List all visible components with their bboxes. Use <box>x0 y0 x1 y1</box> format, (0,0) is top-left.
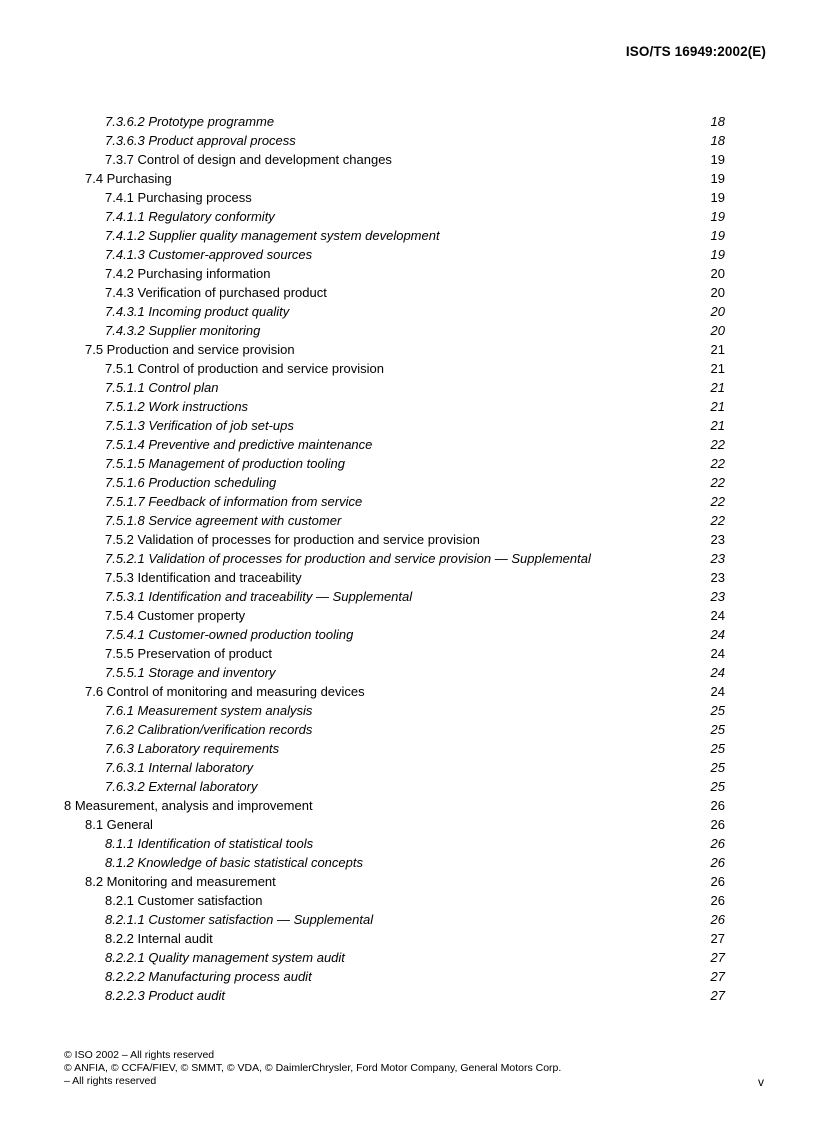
toc-entry-label: 7.5.2 Validation of processes for production and service provision <box>105 532 480 547</box>
toc-entry[interactable] <box>0 796 816 815</box>
toc-entry[interactable] <box>0 435 816 454</box>
toc-entry[interactable] <box>0 682 816 701</box>
toc-entry-page: 26 <box>710 817 725 832</box>
toc-entry-label: 7.5.1.7 Feedback of information from service <box>105 494 363 509</box>
document-header-title: ISO/TS 16949:2002(E) <box>625 44 766 59</box>
toc-entry-label: 7.4.1 Purchasing process <box>105 190 252 205</box>
toc-entry[interactable] <box>0 910 816 929</box>
toc-entry[interactable] <box>0 758 816 777</box>
toc-entry[interactable] <box>0 454 816 473</box>
toc-entry-page: 27 <box>710 950 725 965</box>
toc-entry[interactable] <box>0 321 816 340</box>
toc-entry-label: 7.6.1 Measurement system analysis <box>105 703 313 718</box>
toc-entry-page: 25 <box>710 722 725 737</box>
toc-entry[interactable] <box>0 283 816 302</box>
toc-entry[interactable] <box>0 739 816 758</box>
toc-entry-label: 8.2.2 Internal audit <box>105 931 213 946</box>
toc-entry-label: 7.3.7 Control of design and development changes <box>105 152 392 167</box>
toc-entry-label: 7.5.1.4 Preventive and predictive maintenance <box>105 437 373 452</box>
toc-entry-page: 22 <box>710 456 725 471</box>
toc-entry-page: 21 <box>710 399 725 414</box>
toc-entry-label: 7.5.2.1 Validation of processes for production and service provision — Supplemental <box>105 551 591 566</box>
toc-entry[interactable] <box>0 549 816 568</box>
toc-entry-label: 7.4.2 Purchasing information <box>105 266 271 281</box>
toc-entry-label: 7.5.5.1 Storage and inventory <box>105 665 276 680</box>
toc-entry-label: 7.5.3 Identification and traceability <box>105 570 302 585</box>
toc-entry-label: 7.5.4.1 Customer-owned production tooling <box>105 627 354 642</box>
toc-entry[interactable] <box>0 169 816 188</box>
toc-entry-label: 8.2.1.1 Customer satisfaction — Supplemental <box>105 912 374 927</box>
toc-entry-page: 26 <box>710 912 725 927</box>
toc-entry[interactable] <box>0 359 816 378</box>
toc-entry-page: 18 <box>710 114 725 129</box>
toc-entry-page: 27 <box>710 969 725 984</box>
toc-entry-page: 21 <box>710 361 725 376</box>
toc-entry[interactable] <box>0 416 816 435</box>
toc-entry-page: 19 <box>710 190 725 205</box>
table-of-contents <box>0 112 816 1005</box>
toc-entry[interactable] <box>0 302 816 321</box>
toc-entry[interactable] <box>0 492 816 511</box>
toc-entry-label: 7.5.1.2 Work instructions <box>105 399 249 414</box>
toc-entry-page: 24 <box>710 646 725 661</box>
toc-entry-page: 22 <box>710 437 725 452</box>
toc-entry-page: 25 <box>710 741 725 756</box>
toc-entry-page: 21 <box>710 418 725 433</box>
toc-entry-label: 7.5.1.8 Service agreement with customer <box>105 513 342 528</box>
toc-entry-label: 8 Measurement, analysis and improvement <box>64 798 313 813</box>
toc-entry-page: 20 <box>710 266 725 281</box>
toc-entry-page: 19 <box>710 209 725 224</box>
toc-entry[interactable] <box>0 967 816 986</box>
toc-entry-page: 22 <box>710 513 725 528</box>
toc-entry-label: 7.6.3.1 Internal laboratory <box>105 760 254 775</box>
toc-entry-label: 8.2.2.2 Manufacturing process audit <box>105 969 312 984</box>
toc-entry[interactable] <box>0 720 816 739</box>
toc-entry-label: 7.4.3.2 Supplier monitoring <box>105 323 261 338</box>
toc-entry-label: 8.1.2 Knowledge of basic statistical concepts <box>105 855 363 870</box>
toc-entry-page: 19 <box>710 152 725 167</box>
toc-entry[interactable] <box>0 473 816 492</box>
toc-entry-page: 20 <box>710 323 725 338</box>
toc-entry-label: 7.4 Purchasing <box>85 171 172 186</box>
toc-entry-page: 26 <box>710 893 725 908</box>
toc-entry-page: 24 <box>710 627 725 642</box>
toc-entry-label: 7.3.6.2 Prototype programme <box>105 114 275 129</box>
toc-entry-label: 8.2.1 Customer satisfaction <box>105 893 263 908</box>
toc-entry-page: 18 <box>710 133 725 148</box>
toc-entry[interactable] <box>0 207 816 226</box>
toc-entry-label: 7.5 Production and service provision <box>85 342 295 357</box>
toc-entry-page: 24 <box>710 684 725 699</box>
toc-entry[interactable] <box>0 188 816 207</box>
toc-entry[interactable] <box>0 929 816 948</box>
toc-entry[interactable] <box>0 891 816 910</box>
toc-entry-label: 8.1 General <box>85 817 153 832</box>
toc-entry-page: 26 <box>710 836 725 851</box>
toc-entry[interactable] <box>0 606 816 625</box>
toc-entry-label: 7.5.3.1 Identification and traceability — Supplemental <box>105 589 413 604</box>
toc-entry-label: 7.6.2 Calibration/verification records <box>105 722 313 737</box>
toc-entry-label: 7.5.1.1 Control plan <box>105 380 219 395</box>
toc-entry[interactable] <box>0 530 816 549</box>
toc-entry[interactable] <box>0 872 816 891</box>
copyright-line-3: – All rights reserved <box>64 1075 157 1087</box>
toc-entry[interactable] <box>0 834 816 853</box>
toc-entry[interactable] <box>0 245 816 264</box>
toc-entry-label: 7.5.1.5 Management of production tooling <box>105 456 345 471</box>
toc-entry[interactable] <box>0 701 816 720</box>
toc-entry-page: 27 <box>710 931 725 946</box>
toc-entry[interactable] <box>0 986 816 1005</box>
toc-entry-label: 7.5.1.3 Verification of job set-ups <box>105 418 294 433</box>
toc-entry-page: 27 <box>710 988 725 1003</box>
toc-entry[interactable] <box>0 397 816 416</box>
toc-entry-label: 7.6.3.2 External laboratory <box>105 779 258 794</box>
toc-entry-page: 25 <box>710 760 725 775</box>
toc-entry[interactable] <box>0 568 816 587</box>
toc-entry[interactable] <box>0 644 816 663</box>
toc-entry-page: 19 <box>710 228 725 243</box>
toc-entry-page: 23 <box>710 570 725 585</box>
toc-entry-label: 7.4.3.1 Incoming product quality <box>105 304 290 319</box>
page-number: v <box>758 1075 764 1089</box>
toc-entry-page: 26 <box>710 874 725 889</box>
toc-entry-label: 8.2.2.1 Quality management system audit <box>105 950 345 965</box>
copyright-line-1: © ISO 2002 – All rights reserved <box>64 1049 215 1061</box>
toc-entry-page: 20 <box>710 304 725 319</box>
toc-entry-label: 7.4.1.3 Customer-approved sources <box>105 247 313 262</box>
toc-entry-page: 22 <box>710 475 725 490</box>
toc-entry-label: 8.2 Monitoring and measurement <box>85 874 276 889</box>
toc-entry-label: 7.5.5 Preservation of product <box>105 646 272 661</box>
toc-entry[interactable] <box>0 112 816 131</box>
toc-entry-label: 7.6 Control of monitoring and measuring devices <box>85 684 365 699</box>
toc-entry-label: 7.5.1 Control of production and service provision <box>105 361 384 376</box>
toc-entry-page: 21 <box>710 380 725 395</box>
toc-entry-page: 26 <box>710 855 725 870</box>
toc-entry[interactable] <box>0 378 816 397</box>
toc-entry-page: 19 <box>710 171 725 186</box>
toc-entry-label: 7.4.3 Verification of purchased product <box>105 285 327 300</box>
copyright-footer <box>64 1049 704 1088</box>
toc-entry-page: 20 <box>710 285 725 300</box>
toc-entry[interactable] <box>0 948 816 967</box>
toc-entry-page: 19 <box>710 247 725 262</box>
toc-entry[interactable] <box>0 777 816 796</box>
toc-entry[interactable] <box>0 264 816 283</box>
toc-entry-page: 21 <box>710 342 725 357</box>
toc-entry-page: 25 <box>710 779 725 794</box>
toc-entry-page: 24 <box>710 608 725 623</box>
toc-entry[interactable] <box>0 150 816 169</box>
toc-entry[interactable] <box>0 587 816 606</box>
toc-entry-label: 7.6.3 Laboratory requirements <box>105 741 280 756</box>
toc-entry-page: 24 <box>710 665 725 680</box>
toc-entry-label: 7.5.1.6 Production scheduling <box>105 475 277 490</box>
toc-entry[interactable] <box>0 815 816 834</box>
toc-entry[interactable] <box>0 131 816 150</box>
toc-entry-label: 7.5.4 Customer property <box>105 608 246 623</box>
toc-entry[interactable] <box>0 625 816 644</box>
toc-entry[interactable] <box>0 511 816 530</box>
toc-entry-page: 23 <box>710 589 725 604</box>
toc-entry[interactable] <box>0 853 816 872</box>
toc-entry[interactable] <box>0 663 816 682</box>
toc-entry-label: 7.4.1.2 Supplier quality management system development <box>105 228 440 243</box>
toc-entry-label: 7.4.1.1 Regulatory conformity <box>105 209 275 224</box>
toc-entry-page: 22 <box>710 494 725 509</box>
toc-entry-page: 23 <box>710 551 725 566</box>
toc-entry-label: 8.1.1 Identification of statistical tools <box>105 836 314 851</box>
copyright-line-2: © ANFIA, © CCFA/FIEV, © SMMT, © VDA, © DaimlerChrysler, Ford Motor Company, General Motors Corp. <box>64 1062 562 1074</box>
toc-entry-page: 26 <box>710 798 725 813</box>
toc-entry[interactable] <box>0 340 816 359</box>
toc-entry-page: 23 <box>710 532 725 547</box>
toc-entry-label: 8.2.2.3 Product audit <box>105 988 225 1003</box>
toc-entry-page: 25 <box>710 703 725 718</box>
toc-entry[interactable] <box>0 226 816 245</box>
toc-entry-label: 7.3.6.3 Product approval process <box>105 133 296 148</box>
